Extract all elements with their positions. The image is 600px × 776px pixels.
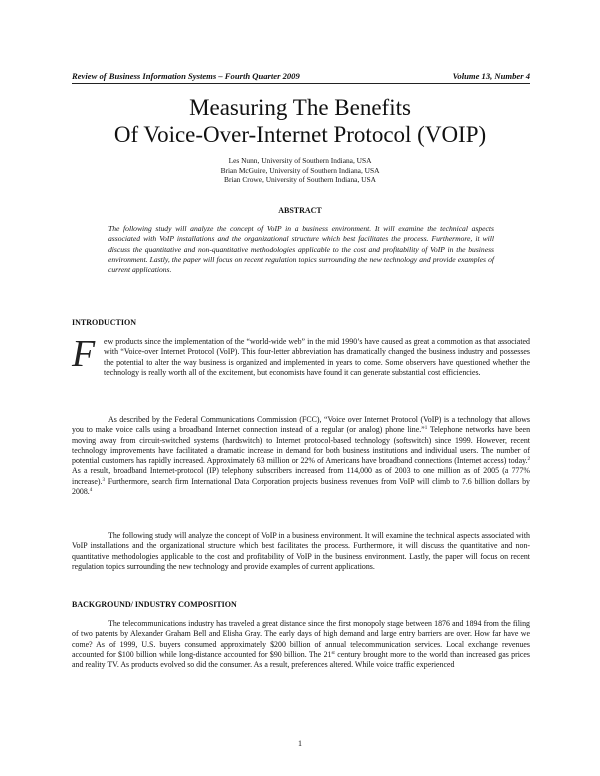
title-line-1: Measuring The Benefits xyxy=(189,95,411,120)
author-1: Les Nunn, University of Southern Indiana, USA xyxy=(228,156,372,165)
intro-p2-part-c: As a result, broadband Internet-protocol (IP) telephony subscribers increased from 114,000 as of 2003 to one million as of 2005 (a 777% increase). xyxy=(72,466,530,486)
journal-name: Review of Business Information Systems – Fourth Quarter 2009 xyxy=(72,71,300,81)
drop-cap: F xyxy=(72,333,96,375)
abstract-text: The following study will analyze the concept of VoIP in a business environment. It will examine the technical aspects associated with VoIP installations and the organizational structure which best facilitates the process. Furthermore, it will discuss the quantitative and non-quantitative methodologies applicable to the cost and profitability of VoIP in the business environment. Lastly, the paper will focus on recent regulation topics surrounding the new technology and provide examples of current applications. xyxy=(108,224,494,275)
footnote-ref-2: 2 xyxy=(527,457,530,463)
author-2: Brian McGuire, University of Southern Indiana, USA xyxy=(220,165,380,175)
running-header xyxy=(72,71,530,84)
intro-paragraph-2 xyxy=(72,415,530,497)
intro-p2-part-d: Furthermore, search firm International Data Corporation projects business revenues from VoIP will climb to 7.6 billion dollars by 2008. xyxy=(72,476,530,497)
volume-number: Volume 13, Number 4 xyxy=(452,71,530,81)
title-line-2: Of Voice-Over-Internet Protocol (VOIP) xyxy=(113,122,487,147)
abstract-heading: ABSTRACT xyxy=(278,206,322,215)
background-heading: BACKGROUND/ INDUSTRY COMPOSITION xyxy=(72,600,237,609)
background-p1-part-a: The telecommunications industry has traveled a great distance since the first monopoly stage between 1876 and 1894 from the filing of two patents by Alexander Graham Bell and Elisha Gray. The early days of high demand and large entry barriers are over. How far have we come? As of 1999, U.S. buyers consumed approximately $200 billion of annual telecommunication services. Local exchange revenues accounted for $100 billion while long-distance accounted for $90 billion. The 21 xyxy=(72,619,530,659)
intro-p3-text: The following study will analyze the concept of VoIP in a business environment. It will examine the technical aspects associated with VoIP installations and the organizational structure which best facilitates the process. Furthermore, it will discuss the quantitative and non-quantitative methodologies applicable to the cost and profitability of VoIP in the business environment. Lastly, the paper will focus on recent regulation topics surrounding the new technology and provide examples of current applications. xyxy=(72,531,530,571)
author-3: Brian Crowe, University of Southern Indiana, USA xyxy=(224,175,376,184)
footnote-ref-3: 3 xyxy=(102,477,105,483)
intro-paragraph-1 xyxy=(72,333,530,378)
intro-p2-part-a: As described by the Federal Communications Commission (FCC), “Voice over Internet Protocol (VoIP) is a technology that allows you to make voice calls using a broadband Internet connection instead of a regular (or analog) phone line.” xyxy=(72,415,530,435)
author-list xyxy=(0,156,600,185)
page-number: 1 xyxy=(298,739,302,748)
intro-p2-part-b: Telephone networks have been moving away from circuit-switched systems (hardswitch) to Internet protocol-based technology (softswitch) since 1999. However, recent technology improvements have facilitated a dramatic increase in demand for both business institutions and individual users. The number of potential customers has rapidly increased. Approximately 63 million or 22% of Americans have broadband connections (Internet access) today. xyxy=(72,425,531,466)
intro-p1-text: ew products since the implementation of the “world-wide web” in the mid 1990’s have caused as great a commotion as that associated with “Voice-over Internet Protocol (VoIP). This four-letter abbreviation has dramatically changed the business industry and possesses the potential to alter the way business is organized and implemented in years to come. Some observers have questioned whether the technology is really worth all of the excitement, but economists have found it can generate substantial cost efficiencies. xyxy=(104,337,530,377)
superscript-st: st xyxy=(331,650,335,656)
introduction-heading: INTRODUCTION xyxy=(72,318,137,327)
background-paragraph-1 xyxy=(72,619,530,670)
paper-title xyxy=(0,94,600,148)
background-p1-part-b: century brought more to the world than increased gas prices and reality TV. As products evolved so did the consumer. As a result, preferences altered. While voice traffic experienced xyxy=(72,649,531,670)
footnote-ref-4: 4 xyxy=(89,488,93,494)
footnote-ref-1: 1 xyxy=(424,426,428,432)
intro-paragraph-3 xyxy=(72,531,530,572)
